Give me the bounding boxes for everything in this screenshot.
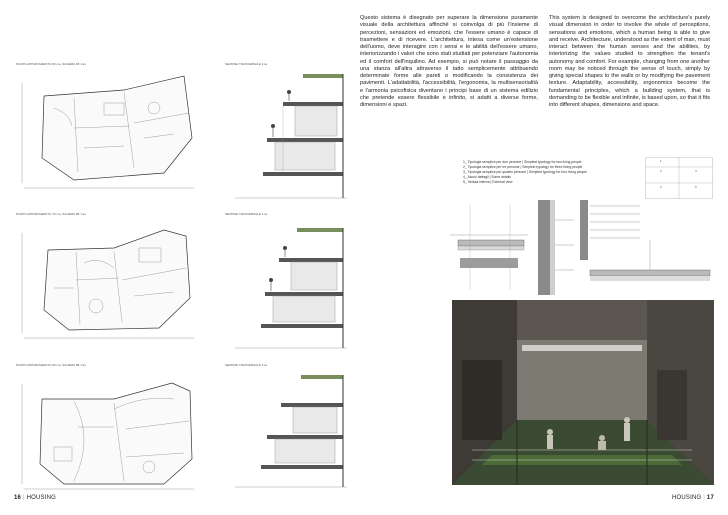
key-3: 3: [660, 185, 662, 189]
floor-plan-1-label: PIANTA APPARTAMENTO 60 mq. SCHEMA 1B 1:ss: [16, 62, 86, 66]
footer-right: HOUSING | 17: [672, 495, 714, 501]
caption-4: 4_ Alcuni dettagli | Some details: [463, 175, 512, 180]
floor-plan-2-label: PIANTA APPARTAMENTO 70 mq. SCHEMA 2B 1:ss: [16, 212, 86, 216]
detail-drawing-left: [450, 200, 528, 295]
interior-render: [452, 300, 714, 485]
caption-2: 2_ Tipologia semplice per tre persone | Simplest typology for three living people: [463, 165, 583, 170]
detail-drawing-wall: [528, 200, 576, 295]
interior-render-svg: [452, 300, 714, 485]
floor-plan-1: [14, 62, 200, 192]
figure-key-grid: [645, 157, 713, 199]
section-3-label: SEZIONE TRASVERSALE 1:ss: [225, 363, 268, 367]
detail-drawing-right: [580, 200, 714, 295]
key-grid-lines: [645, 157, 713, 199]
section-2-label: SEZIONE TRASVERSALE 1:ss: [225, 212, 268, 216]
detail-right-svg: [580, 200, 714, 295]
detail-wall-svg: [528, 200, 576, 295]
english-paragraph: This system is designed to overcome the architecture's purely visual dimension in order to involve the whole of perceptions, sensations and emotions, which a human being is able to give and receive. Architecture, understood as the extent of man, must interact between the human senses and the abilities, by interiorizing the values studied to strengthen the tenant's autonomy and comfort. For example, changing from one another room may be noticed through the sense of touch, simply by giving special shapes to the walls or by modifying the pavement texture. Adaptability, accessibility, ergonomics become the fundamental principles, which a building system, that is demanding to be flexible and infinite, is based upon, so that it fits into different shapes, dimensions and space.: [549, 15, 710, 108]
key-1: 1: [660, 159, 662, 163]
detail-left-svg: [450, 200, 528, 295]
page-number-right: 17: [706, 495, 714, 501]
section-3: [225, 363, 353, 491]
section-2-drawing: [225, 218, 353, 354]
section-1: [225, 62, 353, 204]
italian-paragraph: Questo sistema è disegnato per superare la dimensione puramente visuale della architettura affinché si coinvolga di più l'insieme di percezioni, sensazioni ed emozioni, che l'essere umano è capace di trasmettere e di ricevere. L'architettura, intesa come un'estensione dell'uomo, deve interagire con i sensi e le abilità dell'essere umano, interiorizzando i valori che sono stati studiati per potenziare l'autonomia ed il comfort dell'inquilino. Ad esempio, si può notare il passaggio da una stanza all'altra attraverso il tatto semplicemente attribuendo determinate forme alle pareti o modificando la consistenza dei pavimenti. L'adattabilità, l'accessibilità, l'ergonomia, la multisensorialità e l'armonia psicofisica diventano i principi base di un sistema edilizio che pretende essere flessibile e infinito, si adatti a diverse forme, dimensioni e spazi.: [360, 15, 538, 108]
section-2: [225, 212, 353, 354]
floor-plan-2-drawing: [14, 218, 200, 344]
section-1-drawing: [225, 68, 353, 204]
caption-3: 3_ Tipologia semplice per quattro persone | Simplest typology for four living people: [463, 170, 587, 175]
caption-list: [463, 160, 643, 185]
floor-plan-3-label: PIANTA APPARTAMENTO 90 mq. SCHEMA 3B 1:ss: [16, 363, 86, 367]
floor-plan-3-drawing: [14, 369, 200, 493]
key-2: 2: [660, 169, 662, 173]
caption-1: 1_ Tipologia semplice per due persone | Simplest typology for two living people: [463, 160, 582, 164]
footer-left-label: HOUSING: [26, 495, 56, 501]
floor-plan-3: [14, 363, 200, 491]
footer-right-label: HOUSING: [672, 495, 702, 501]
caption-5: 5_ Veduta interna | External view: [463, 180, 513, 185]
section-1-label: SEZIONE TRASVERSALE 1:ss: [225, 62, 268, 66]
section-3-drawing: [225, 369, 353, 491]
floor-plan-1-drawing: [14, 68, 200, 194]
key-5: 5: [695, 185, 697, 189]
floor-plan-2: [14, 212, 200, 342]
key-4: 4: [695, 169, 697, 173]
footer-left: 16 | HOUSING: [14, 495, 56, 501]
page-number-left: 16: [14, 495, 22, 501]
